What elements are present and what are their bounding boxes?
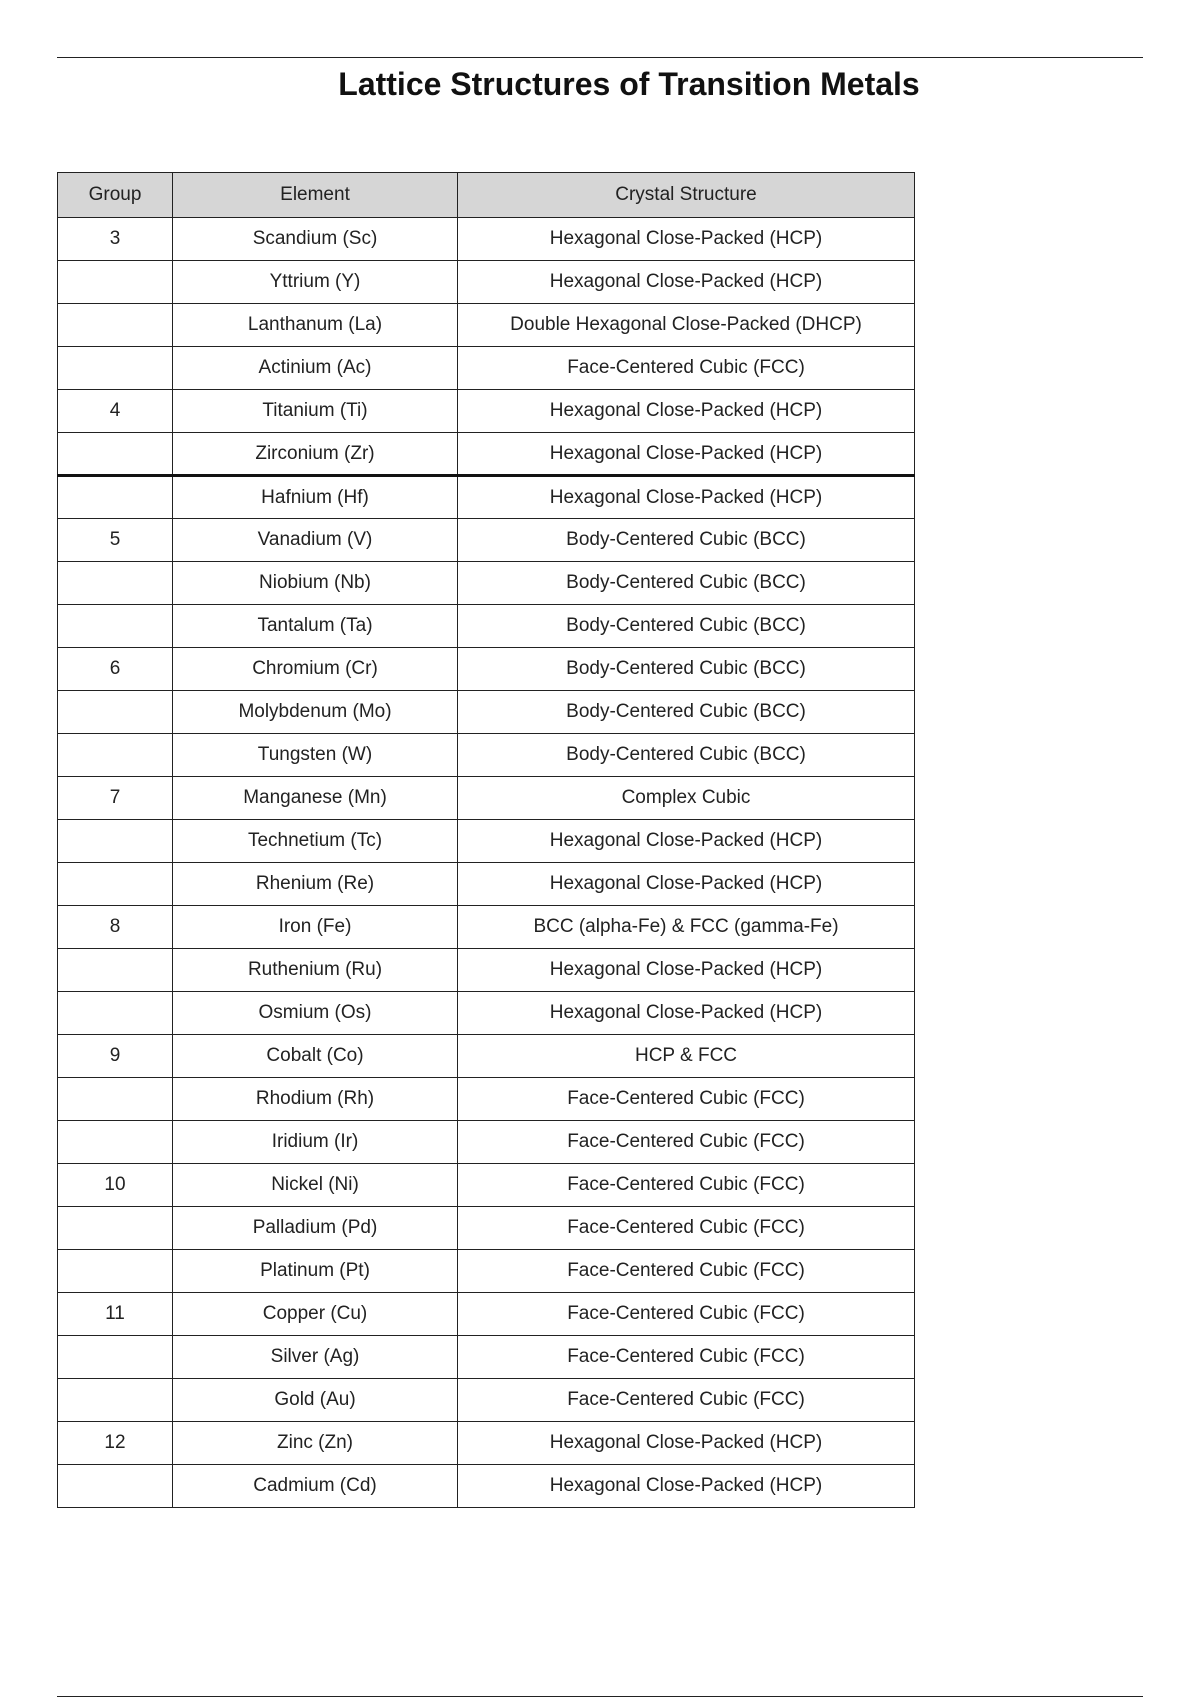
element-cell: Ruthenium (Ru) bbox=[173, 949, 458, 992]
column-header-element: Element bbox=[173, 173, 458, 218]
table-body bbox=[58, 218, 915, 1508]
crystal-structure-cell: Body-Centered Cubic (BCC) bbox=[458, 734, 915, 777]
element-cell: Molybdenum (Mo) bbox=[173, 691, 458, 734]
group-cell: 3 bbox=[58, 218, 173, 261]
crystal-structure-cell: Face-Centered Cubic (FCC) bbox=[458, 1207, 915, 1250]
table-row bbox=[58, 820, 915, 863]
element-cell: Niobium (Nb) bbox=[173, 562, 458, 605]
element-cell: Platinum (Pt) bbox=[173, 1250, 458, 1293]
table-row bbox=[58, 433, 915, 476]
table-row bbox=[58, 304, 915, 347]
table-row bbox=[58, 1336, 915, 1379]
table-row bbox=[58, 949, 915, 992]
table-row bbox=[58, 347, 915, 390]
element-cell: Iron (Fe) bbox=[173, 906, 458, 949]
group-cell: 9 bbox=[58, 1035, 173, 1078]
table-row bbox=[58, 390, 915, 433]
element-cell: Manganese (Mn) bbox=[173, 777, 458, 820]
crystal-structure-cell: Hexagonal Close-Packed (HCP) bbox=[458, 261, 915, 304]
element-cell: Rhenium (Re) bbox=[173, 863, 458, 906]
element-cell: Yttrium (Y) bbox=[173, 261, 458, 304]
element-cell: Hafnium (Hf) bbox=[173, 476, 458, 519]
table-row bbox=[58, 218, 915, 261]
crystal-structure-cell: Complex Cubic bbox=[458, 777, 915, 820]
table-row bbox=[58, 1250, 915, 1293]
element-cell: Palladium (Pd) bbox=[173, 1207, 458, 1250]
element-cell: Copper (Cu) bbox=[173, 1293, 458, 1336]
element-cell: Tungsten (W) bbox=[173, 734, 458, 777]
group-cell: 4 bbox=[58, 390, 173, 433]
crystal-structure-cell: Face-Centered Cubic (FCC) bbox=[458, 1078, 915, 1121]
crystal-structure-cell: HCP & FCC bbox=[458, 1035, 915, 1078]
crystal-structure-cell: Face-Centered Cubic (FCC) bbox=[458, 347, 915, 390]
table-row bbox=[58, 734, 915, 777]
table-row bbox=[58, 1465, 915, 1508]
table-row bbox=[58, 777, 915, 820]
crystal-structure-cell: Face-Centered Cubic (FCC) bbox=[458, 1293, 915, 1336]
group-cell bbox=[58, 820, 173, 863]
crystal-structure-cell: Hexagonal Close-Packed (HCP) bbox=[458, 433, 915, 476]
crystal-structure-cell: Face-Centered Cubic (FCC) bbox=[458, 1336, 915, 1379]
group-cell bbox=[58, 1250, 173, 1293]
element-cell: Cadmium (Cd) bbox=[173, 1465, 458, 1508]
crystal-structure-cell: Body-Centered Cubic (BCC) bbox=[458, 648, 915, 691]
crystal-structure-cell: Face-Centered Cubic (FCC) bbox=[458, 1250, 915, 1293]
page-title: Lattice Structures of Transition Metals bbox=[338, 66, 920, 102]
table-row bbox=[58, 1379, 915, 1422]
group-cell: 12 bbox=[58, 1422, 173, 1465]
table-row bbox=[58, 863, 915, 906]
crystal-structure-cell: Face-Centered Cubic (FCC) bbox=[458, 1379, 915, 1422]
bottom-divider bbox=[57, 1696, 1143, 1697]
group-cell bbox=[58, 992, 173, 1035]
crystal-structure-cell: Face-Centered Cubic (FCC) bbox=[458, 1121, 915, 1164]
element-cell: Zirconium (Zr) bbox=[173, 433, 458, 476]
group-cell bbox=[58, 261, 173, 304]
table-row bbox=[58, 519, 915, 562]
table-row bbox=[58, 1164, 915, 1207]
lattice-table bbox=[57, 172, 915, 1508]
table-row bbox=[58, 1035, 915, 1078]
element-cell: Osmium (Os) bbox=[173, 992, 458, 1035]
group-cell bbox=[58, 1207, 173, 1250]
table-row bbox=[58, 562, 915, 605]
group-cell bbox=[58, 304, 173, 347]
group-cell: 5 bbox=[58, 519, 173, 562]
group-cell bbox=[58, 1465, 173, 1508]
table-row bbox=[58, 476, 915, 519]
crystal-structure-cell: Body-Centered Cubic (BCC) bbox=[458, 519, 915, 562]
element-cell: Scandium (Sc) bbox=[173, 218, 458, 261]
element-cell: Chromium (Cr) bbox=[173, 648, 458, 691]
group-cell bbox=[58, 1379, 173, 1422]
crystal-structure-cell: Hexagonal Close-Packed (HCP) bbox=[458, 390, 915, 433]
column-header-crystal-structure: Crystal Structure bbox=[458, 173, 915, 218]
table-row bbox=[58, 691, 915, 734]
group-cell bbox=[58, 562, 173, 605]
group-cell bbox=[58, 691, 173, 734]
crystal-structure-cell: Hexagonal Close-Packed (HCP) bbox=[458, 992, 915, 1035]
element-cell: Cobalt (Co) bbox=[173, 1035, 458, 1078]
element-cell: Zinc (Zn) bbox=[173, 1422, 458, 1465]
group-cell bbox=[58, 1078, 173, 1121]
group-cell: 6 bbox=[58, 648, 173, 691]
crystal-structure-cell: Body-Centered Cubic (BCC) bbox=[458, 691, 915, 734]
group-cell bbox=[58, 949, 173, 992]
element-cell: Tantalum (Ta) bbox=[173, 605, 458, 648]
element-cell: Lanthanum (La) bbox=[173, 304, 458, 347]
crystal-structure-cell: Body-Centered Cubic (BCC) bbox=[458, 605, 915, 648]
element-cell: Vanadium (V) bbox=[173, 519, 458, 562]
group-cell: 10 bbox=[58, 1164, 173, 1207]
crystal-structure-cell: Body-Centered Cubic (BCC) bbox=[458, 562, 915, 605]
crystal-structure-cell: Hexagonal Close-Packed (HCP) bbox=[458, 1422, 915, 1465]
element-cell: Technetium (Tc) bbox=[173, 820, 458, 863]
group-cell: 11 bbox=[58, 1293, 173, 1336]
crystal-structure-cell: Hexagonal Close-Packed (HCP) bbox=[458, 820, 915, 863]
table-row bbox=[58, 648, 915, 691]
table-row bbox=[58, 906, 915, 949]
crystal-structure-cell: Hexagonal Close-Packed (HCP) bbox=[458, 863, 915, 906]
table-row bbox=[58, 261, 915, 304]
group-cell bbox=[58, 734, 173, 777]
crystal-structure-cell: Double Hexagonal Close-Packed (DHCP) bbox=[458, 304, 915, 347]
table-row bbox=[58, 605, 915, 648]
group-cell: 8 bbox=[58, 906, 173, 949]
crystal-structure-cell: Hexagonal Close-Packed (HCP) bbox=[458, 218, 915, 261]
element-cell: Gold (Au) bbox=[173, 1379, 458, 1422]
element-cell: Iridium (Ir) bbox=[173, 1121, 458, 1164]
table-row bbox=[58, 1078, 915, 1121]
group-cell bbox=[58, 1121, 173, 1164]
crystal-structure-cell: Hexagonal Close-Packed (HCP) bbox=[458, 476, 915, 519]
table-row bbox=[58, 1207, 915, 1250]
table-row bbox=[58, 1422, 915, 1465]
element-cell: Rhodium (Rh) bbox=[173, 1078, 458, 1121]
group-cell bbox=[58, 347, 173, 390]
top-divider bbox=[57, 57, 1143, 58]
table-header-row bbox=[58, 173, 915, 218]
element-cell: Actinium (Ac) bbox=[173, 347, 458, 390]
group-cell bbox=[58, 433, 173, 476]
group-cell: 7 bbox=[58, 777, 173, 820]
element-cell: Nickel (Ni) bbox=[173, 1164, 458, 1207]
group-cell bbox=[58, 476, 173, 519]
crystal-structure-cell: BCC (alpha-Fe) & FCC (gamma-Fe) bbox=[458, 906, 915, 949]
crystal-structure-cell: Hexagonal Close-Packed (HCP) bbox=[458, 949, 915, 992]
table-row bbox=[58, 1121, 915, 1164]
column-header-group: Group bbox=[58, 173, 173, 218]
table-row bbox=[58, 992, 915, 1035]
group-cell bbox=[58, 605, 173, 648]
crystal-structure-cell: Face-Centered Cubic (FCC) bbox=[458, 1164, 915, 1207]
table-row bbox=[58, 1293, 915, 1336]
group-cell bbox=[58, 863, 173, 906]
element-cell: Titanium (Ti) bbox=[173, 390, 458, 433]
crystal-structure-cell: Hexagonal Close-Packed (HCP) bbox=[458, 1465, 915, 1508]
group-cell bbox=[58, 1336, 173, 1379]
element-cell: Silver (Ag) bbox=[173, 1336, 458, 1379]
